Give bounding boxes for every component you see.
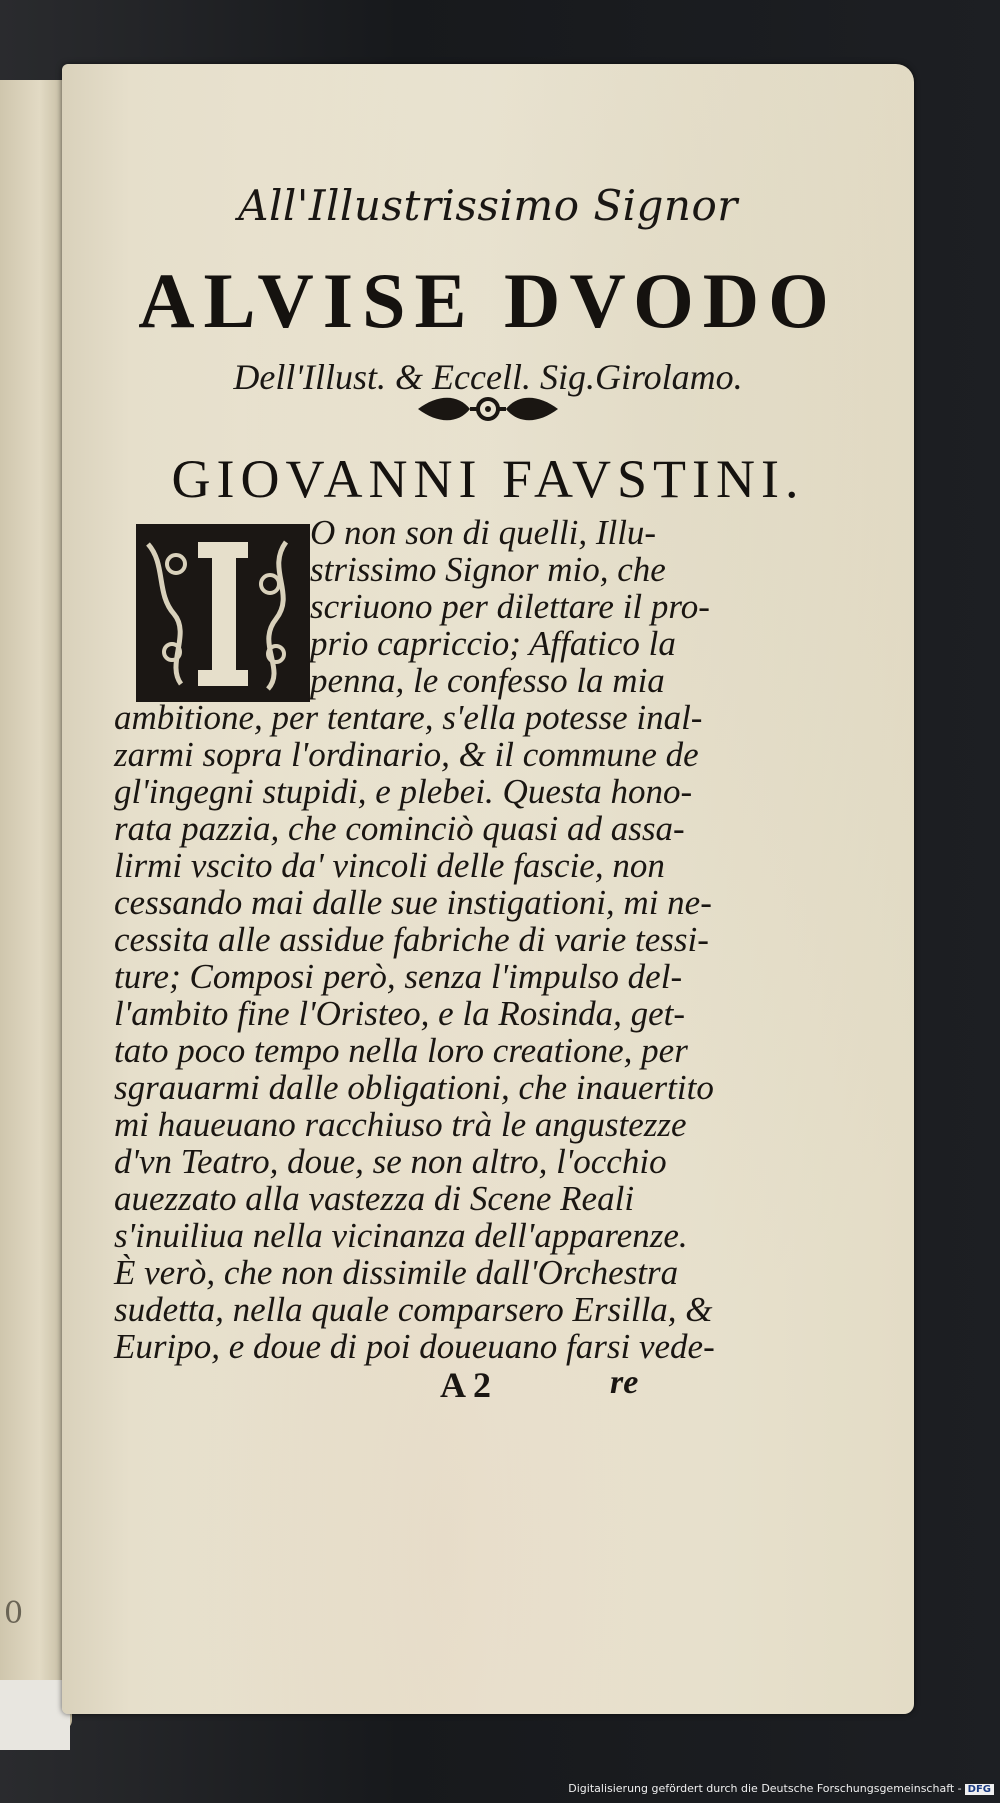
dedication-salutation: All'Illustrissimo Signor <box>238 181 738 230</box>
facing-page-mark: 0 <box>4 1596 24 1631</box>
author-name: GIOVANNI FAVSTINI. <box>171 449 805 509</box>
catchword: re <box>610 1364 639 1401</box>
text-line: zarmi sopra l'ordinario, & il commune de <box>114 735 699 774</box>
text-line: strissimo Signor mio, che <box>310 550 666 589</box>
text-line: gl'ingegni stupidi, e plebei. Questa hono- <box>114 772 693 811</box>
text-line: prio capriccio; Affatico la <box>310 624 676 663</box>
dedicatee-name: ALVISE DVODO <box>138 257 838 344</box>
dedication-text <box>114 514 764 1365</box>
text-line: tato poco tempo nella loro creatione, per <box>114 1031 688 1070</box>
dedicatee-lineage: Dell'Illust. & Eccell. Sig.Girolamo. <box>233 357 743 397</box>
text-line: l'ambito fine l'Oristeo, e la Rosinda, get- <box>114 994 686 1033</box>
text-line: scriuono per dilettare il pro- <box>310 587 710 626</box>
text-line: auezzato alla vastezza di Scene Reali <box>114 1179 635 1218</box>
book-page <box>62 64 914 1714</box>
digitization-credit <box>568 1782 994 1795</box>
text-line: mi haueuano racchiuso trà le angustezze <box>114 1105 687 1144</box>
credit-text: Digitalisierung gefördert durch die Deutsche Forschungsgemeinschaft - <box>568 1782 962 1795</box>
text-line: cessando mai dalle sue instigationi, mi ne- <box>114 883 712 922</box>
text-line: s'inuiliua nella vicinanza dell'apparenze. <box>114 1216 688 1255</box>
text-line: rata pazzia, che cominciò quasi ad assa- <box>114 809 685 848</box>
dfg-logo: DFG <box>965 1784 994 1795</box>
text-line: d'vn Teatro, doue, se non altro, l'occhio <box>114 1142 667 1181</box>
text-line: sgrauarmi dalle obligationi, che inauertito <box>114 1068 714 1107</box>
text-line: sudetta, nella quale comparsero Ersilla, & <box>114 1290 713 1329</box>
text-line: lirmi vscito da' vincoli delle fascie, non <box>114 846 665 885</box>
facing-page-corner <box>0 1680 70 1750</box>
text-line: penna, le confesso la mia <box>310 661 665 700</box>
text-line: Euripo, e doue di poi doueuano farsi vede- <box>114 1327 715 1366</box>
printer-ornament <box>408 392 568 426</box>
text-line: cessita alle assidue fabriche di varie tessi- <box>114 920 709 959</box>
text-line: È verò, che non dissimile dall'Orchestra <box>114 1253 679 1292</box>
text-line: O non son di quelli, Illu- <box>310 513 657 552</box>
text-line: ambitione, per tentare, s'ella potesse inal- <box>114 698 703 737</box>
text-line: ture; Composi però, senza l'impulso del- <box>114 957 683 996</box>
signature-mark: A 2 <box>440 1365 492 1405</box>
